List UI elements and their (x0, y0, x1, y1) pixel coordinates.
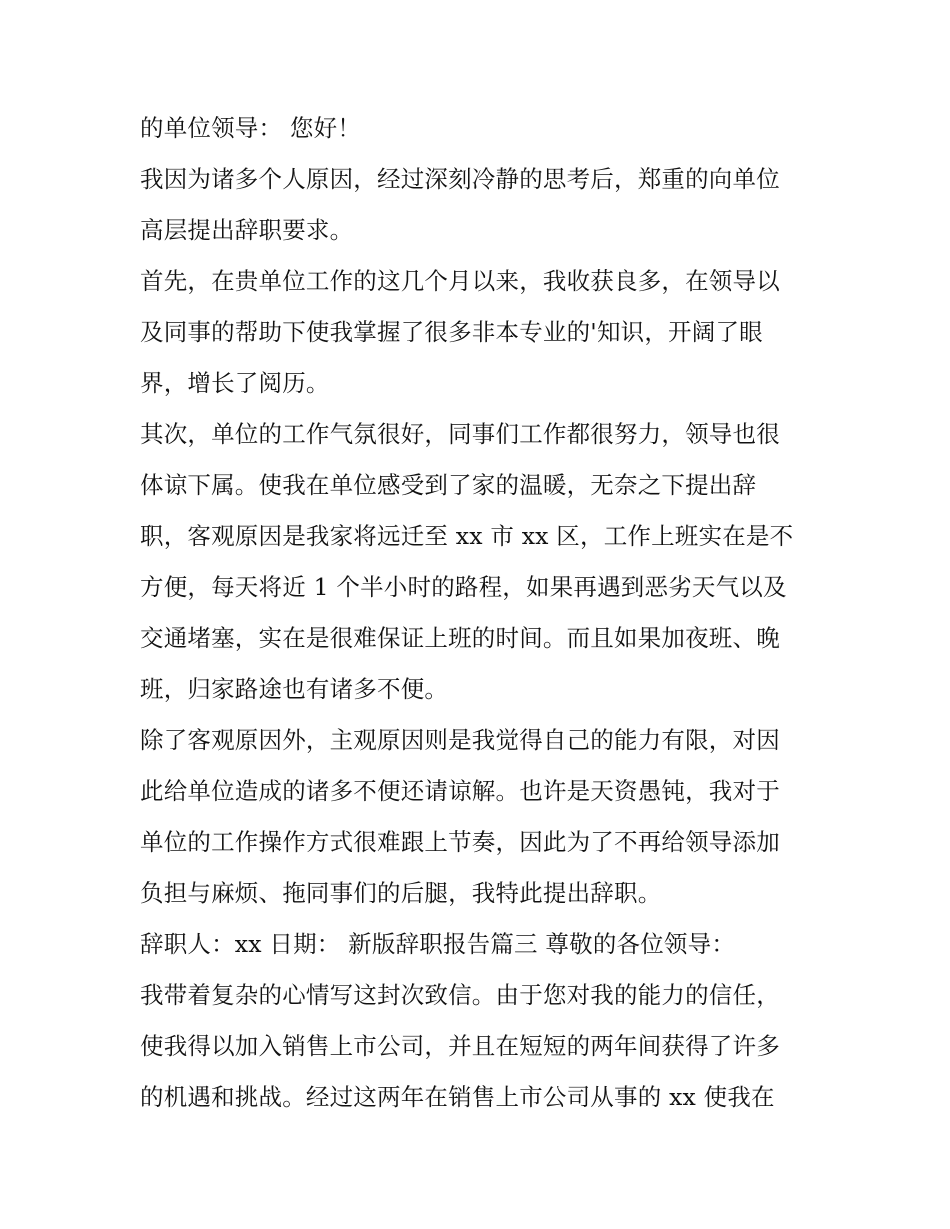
text-line: 班，归家路途也有诸多不便。 (140, 675, 449, 703)
text-line: 方便，每天将近 1 个半小时的路程，如果再遇到恶劣天气以及 (140, 573, 787, 601)
text-line: 此给单位造成的诸多不便还请谅解。也许是天资愚钝，我对于 (140, 777, 780, 805)
text-line: 高层提出辞职要求。 (140, 216, 354, 244)
text-line: 我带着复杂的心情写这封次致信。由于您对我的能力的信任， (140, 981, 780, 1009)
text-line: 负担与麻烦、拖同事们的后腿，我特此提出辞职。 (140, 879, 662, 907)
signature-line: 辞职人：xx 日期： 新版辞职报告篇三 尊敬的各位领导： (140, 930, 736, 958)
text-line: 首先，在贵单位工作的这几个月以来，我收获良多，在领导以 (140, 267, 780, 295)
text-line: 体谅下属。使我在单位感受到了家的温暖，无奈之下提出辞 (140, 471, 757, 499)
text-line: 交通堵塞，实在是很难保证上班的时间。而且如果加夜班、晚 (140, 624, 780, 652)
text-line: 我因为诸多个人原因，经过深刻冷静的思考后，郑重的向单位 (140, 165, 780, 193)
text-line: 其次，单位的工作气氛很好，同事们工作都很努力，领导也很 (140, 420, 780, 448)
text-line: 界，增长了阅历。 (140, 369, 330, 397)
letter-body (140, 103, 820, 1123)
text-line: 使我得以加入销售上市公司，并且在短短的两年间获得了许多 (140, 1032, 780, 1060)
text-line: 职，客观原因是我家将远迁至 xx 市 xx 区，工作上班实在是不 (140, 522, 794, 550)
text-line: 及同事的帮助下使我掌握了很多非本专业的'知识，开阔了眼 (140, 318, 763, 346)
text-line: 单位的工作操作方式很难跟上节奏，因此为了不再给领导添加 (140, 828, 780, 856)
text-line: 的单位领导： 您好！ (140, 114, 361, 142)
text-line: 的机遇和挑战。经过这两年在销售上市公司从事的 xx 使我在 (140, 1083, 775, 1111)
text-line: 除了客观原因外，主观原因则是我觉得自己的能力有限，对因 (140, 726, 780, 754)
